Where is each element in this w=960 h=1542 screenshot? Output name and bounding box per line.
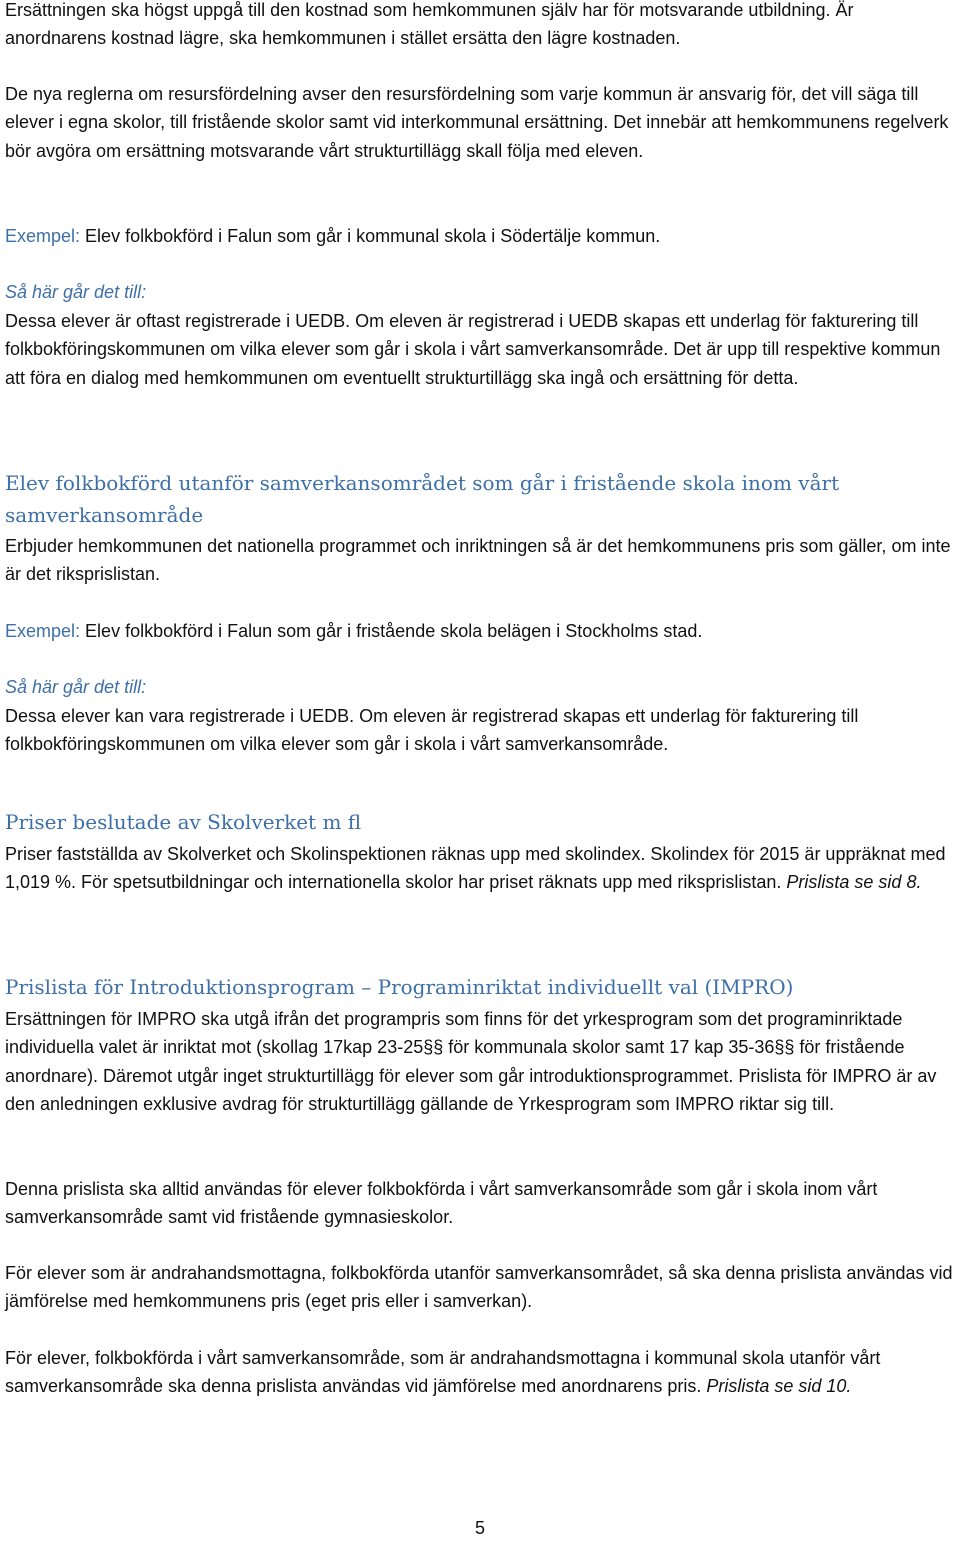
example-1-label: Exempel: bbox=[5, 226, 81, 246]
paragraph-impro: Ersättningen för IMPRO ska utgå ifrån det programpris som finns för det yrkesprogram som det programinriktade individuella valet är inriktat mot (skollag 17kap 23-25§§ för kommunala skolor samt 17 kap 35-36§§ för fristående anordnare). Däremot utgår inget strukturtillägg för elever som går introduktionsprogrammet. Prislista för IMPRO är av den anledningen exklusive avdrag för strukturtillägg gällande de Yrkesprogram som IMPRO riktar sig till. bbox=[5, 1009, 937, 1114]
price-list-page-8-ref: Prislista se sid 8. bbox=[786, 872, 922, 893]
paragraph-price-list-usage: Denna prislista ska alltid användas för elever folkbokförda i vårt samverkansområde som går i skola inom vårt samverkansområde samt vid fristående gymnasieskolor. bbox=[5, 1179, 878, 1228]
paragraph-skolindex-text: Priser fastställda av Skolverket och Skolinspektionen räknas upp med skolindex. Skolindex för 2015 är uppräknat med 1,019 %. För spetsutbildningar och internationella skolor har priset räknats upp med riksprislistan. bbox=[5, 844, 946, 893]
example-1 bbox=[5, 222, 955, 250]
paragraph-second-hand-inside-text: För elever, folkbokförda i vårt samverkansområde, som är andrahandsmottagna i kommunal skola utanför vårt samverkansområde ska denna prislista användas vid jämförelse med anordnarens pris. bbox=[5, 1348, 881, 1397]
page-number: 5 bbox=[474, 1518, 485, 1538]
paragraph-second-hand-inside bbox=[5, 1344, 955, 1401]
example-2-text: Elev folkbokförd i Falun som går i fristående skola belägen i Stockholms stad. bbox=[80, 621, 703, 641]
heading-impro-price-list: Prislista för Introduktionsprogram – Programinriktat individuellt val (IMPRO) bbox=[5, 975, 794, 999]
heading-skolverket-prices: Priser beslutade av Skolverket m fl bbox=[5, 810, 362, 834]
how-1-label-text: Så här går det till: bbox=[5, 282, 147, 302]
price-list-page-10-ref: Prislista se sid 10. bbox=[706, 1376, 852, 1397]
paragraph-home-municipality-price: Erbjuder hemkommunen det nationella programmet och inriktningen så är det hemkommunens pris som gäller, om inte är det riksprislistan. bbox=[5, 536, 951, 585]
how-1-label bbox=[5, 278, 955, 306]
how-2-label bbox=[5, 673, 955, 701]
paragraph-cost-limit: Ersättningen ska högst uppgå till den kostnad som hemkommunen själv har för motsvarande utbildning. Är anordnarens kostnad lägre, ska hemkommunen i stället ersätta den lägre kostnaden. bbox=[5, 0, 854, 49]
how-2-label-text: Så här går det till: bbox=[5, 677, 147, 697]
how-2-text: Dessa elever kan vara registrerade i UEDB. Om eleven är registrerad skapas ett underlag för fakturering till folkbokföringskommunen om vilka elever som går i skola i vårt samverkansområde. bbox=[5, 706, 859, 755]
paragraph-resource-rules: De nya reglerna om resursfördelning avser den resursfördelning som varje kommun är ansvarig för, det vill säga till elever i egna skolor, till fristående skolor samt vid interkommunal ersättning. Det innebär att hemkommunens regelverk bör avgöra om ersättning motsvarande vårt strukturtillägg skall följa med eleven. bbox=[5, 84, 949, 161]
heading-outside-area-independent-school: Elev folkbokförd utanför samverkansområdet som går i fristående skola inom vårt samverkansområde bbox=[5, 471, 840, 527]
example-2-label: Exempel: bbox=[5, 621, 81, 641]
paragraph-skolindex bbox=[5, 840, 955, 897]
example-2 bbox=[5, 617, 955, 645]
example-1-text: Elev folkbokförd i Falun som går i kommunal skola i Södertälje kommun. bbox=[80, 226, 661, 246]
how-1-text: Dessa elever är oftast registrerade i UEDB. Om eleven är registrerad i UEDB skapas ett underlag för fakturering till folkbokföringskommunen om vilka elever som går i skola i vårt samverkansområde. Det är upp till respektive kommun att föra en dialog med hemkommunen om eventuellt strukturtillägg ska ingå och ersättning för detta. bbox=[5, 311, 941, 388]
paragraph-second-hand-outside: För elever som är andrahandsmottagna, folkbokförda utanför samverkansområdet, så ska denna prislista användas vid jämförelse med hemkommunens pris (eget pris eller i samverkan). bbox=[5, 1263, 953, 1312]
